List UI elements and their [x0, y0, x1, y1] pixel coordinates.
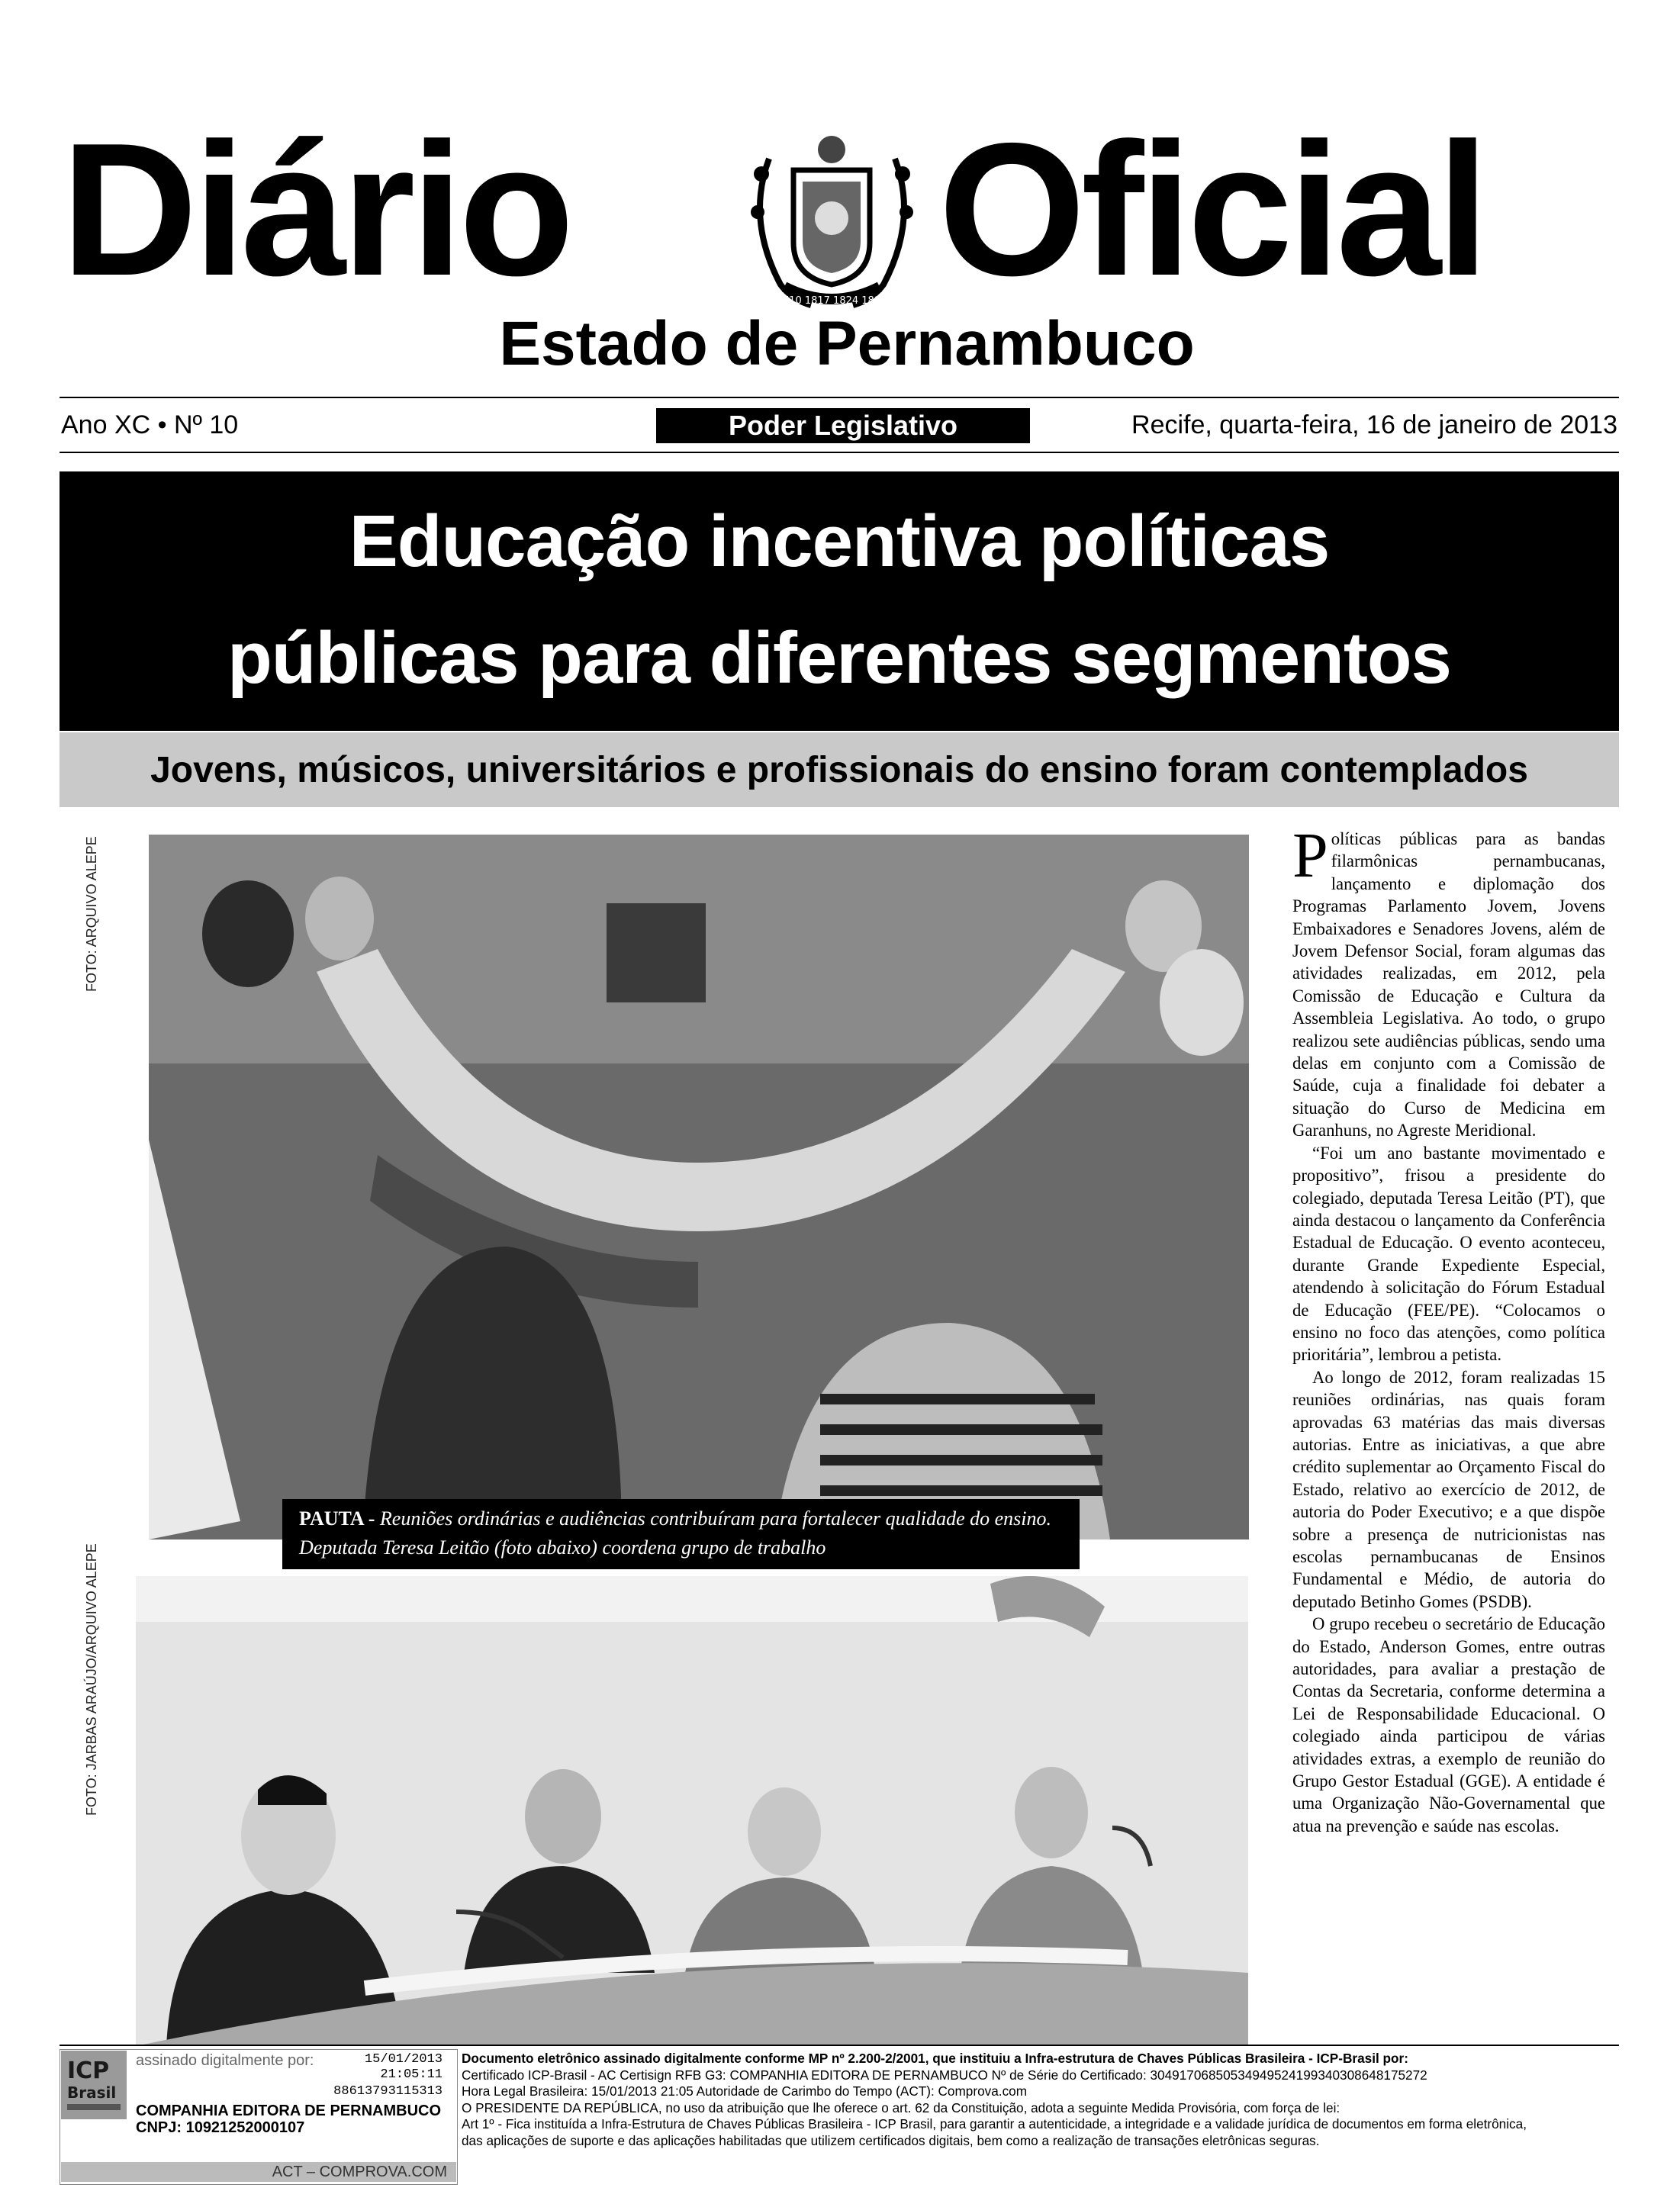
signer-cnpj: CNPJ: 10921252000107	[136, 2119, 305, 2136]
signer-info	[136, 2103, 441, 2136]
legal-line-2: Certificado ICP-Brasil - AC Certisign RFB G3: COMPANHIA EDITORA DE PERNAMBUCO Nº de Série do Certificado: 304917068505349495241993403086481752​72	[462, 2067, 1427, 2083]
headline-line-2: públicas para diferentes segmentos	[227, 617, 1451, 699]
signed-label: assinado digitalmente por:	[136, 2052, 314, 2069]
legal-line-3: Hora Legal Brasileira: 15/01/2013 21:05 Autoridade de Carimbo do Tempo (ACT): Comprova.com	[462, 2083, 1028, 2099]
masthead-title-right: Oficial	[938, 103, 1485, 315]
icp-brasil-logo-icon	[61, 2051, 127, 2119]
svg-text:Brasil: Brasil	[67, 2083, 117, 2102]
legal-line-6: das aplicações de suporte e das aplicações habilitadas que utilizem certificados digitais, bem como a realização de transações eletrônicas seguras.	[462, 2132, 1320, 2148]
state-coat-of-arms-icon	[739, 128, 925, 315]
caption-text: Reuniões ordinárias e audiências contribuíram para fortalecer qualidade do ensino. Deputada Teresa Leitão (foto abaixo) coordena grupo de trabalho	[299, 1507, 1051, 1559]
svg-text:1710 1817 1824 1889: 1710 1817 1824 1889	[776, 295, 887, 307]
deputies-panel-photo	[136, 1576, 1248, 2046]
act-label: ACT – COMPROVA.COM	[272, 2164, 447, 2180]
article-dropcap: P	[1292, 820, 1328, 891]
committee-meeting-photo	[149, 835, 1249, 1539]
headline-deck: Jovens, músicos, universitários e profissionais do ensino foram contemplados	[150, 750, 1528, 790]
svg-text:ICP: ICP	[67, 2057, 110, 2084]
masthead-rule-top	[60, 397, 1619, 398]
footer-rule	[60, 2045, 1619, 2046]
signature-datetime	[359, 2052, 443, 2083]
caption-label: PAUTA -	[299, 1507, 375, 1530]
act-bar	[61, 2162, 456, 2182]
legal-notice	[462, 2051, 1621, 2149]
signature-time: 21:05:11	[380, 2067, 443, 2082]
headline-line-1: Educação incentiva políticas	[349, 500, 1330, 582]
legal-line-1: Documento eletrônico assinado digitalmente conforme MP nº 2.200-2/2001, que instituiu a Infra-estrutura de Chaves Públicas Brasileira - ICP-Brasil por:	[462, 2051, 1408, 2066]
masthead-subtitle: Estado de Pernambuco	[499, 309, 1195, 378]
photo2-credit: FOTO: JARBAS ARAÚJO/ARQUIVO ALEPE	[84, 1543, 99, 1816]
photo1-credit: FOTO: ARQUIVO ALEPE	[84, 836, 99, 992]
signature-code: 88613793115313	[333, 2084, 443, 2099]
dateline: Recife, quarta-feira, 16 de janeiro de 2013	[1131, 410, 1617, 439]
article-paragraph-3: Ao longo de 2012, foram realizadas 15 reuniões ordinárias, nas quais foram aprovadas 63 matérias das mais diversas autorias. Entre as iniciativas, a que abre crédito suplementar ao Orçamento Fiscal do Estado, relativo ao exercício de 2012, de autoria do Poder Executivo; e a que dispõe sobre a presença de nutricionistas nas escolas pernambucanas de Ensinos Fundamental e Médio, de autoria do deputado Betinho Gomes (PSDB).	[1292, 1367, 1605, 1611]
masthead-rule-bottom	[60, 452, 1619, 453]
signer-company: COMPANHIA EDITORA DE PERNAMBUCO	[136, 2103, 442, 2119]
article-paragraph-4: O grupo recebeu o secretário de Educação do Estado, Anderson Gomes, entre outras autoridades, para avaliar a prestação de Contas da Secretaria, conforme determina a Lei de Responsabilidade Educacional. O colegiado ainda participou de várias atividades extras, a exemplo de reunião do Grupo Gestor Estadual (GGE). A entidade é uma Organização Não-Governamental que atua na prevenção e saúde nas escolas.	[1292, 1614, 1605, 1835]
article-paragraph-1: olíticas públicas para as bandas filarmônicas pernambucanas, lançamento e diplomação dos Programas Parlamento Jovem, Jovens Embaixadores e Senadores Jovens, além de Jovem Defensor Social, foram algumas das atividades realizadas, em 2012, pela Comissão de Educação e Cultura da Assembleia Legislativa. Ao todo, o grupo realizou sete audiências públicas, sendo uma delas em conjunto com a Comissão de Saúde, cuja a finalidade foi debater a situação do Curso de Medicina em Garanhuns, no Agreste Meridional.	[1292, 829, 1605, 1141]
masthead-title-left: Diário	[61, 103, 570, 315]
article-paragraph-2: “Foi um ano bastante movimentado e propositivo”, frisou a presidente do colegiado, deputada Teresa Leitão (PT), que ainda destacou o lançamento da Conferência Estadual de Educação. O evento aconteceu, durante Grande Expediente Especial, atendendo à solicitação do Fórum Estadual de Educação (FEE/PE). “Colocamos o ensino no foco das atenções, como política prioritária”, lembrou a petista.	[1292, 1143, 1605, 1365]
edition-number: Ano XC • Nº 10	[61, 410, 239, 439]
photo-caption	[299, 1504, 1070, 1562]
section-label: Poder Legislativo	[656, 408, 1030, 443]
legal-line-5: Art 1º - Fica instituída a Infra-Estrutura de Chaves Públicas Brasileira - ICP Brasil, para garantir a autenticidade, a integridade e a validade jurídica de documentos em forma eletrônica,	[462, 2116, 1527, 2131]
article-body	[1292, 820, 1605, 1837]
signature-date: 15/01/2013	[364, 2052, 443, 2067]
legal-line-4: O PRESIDENTE DA REPÚBLICA, no uso da atribuição que lhe oferece o art. 62 da Constituição, adota a seguinte Medida Provisória, com força de lei:	[462, 2099, 1340, 2115]
